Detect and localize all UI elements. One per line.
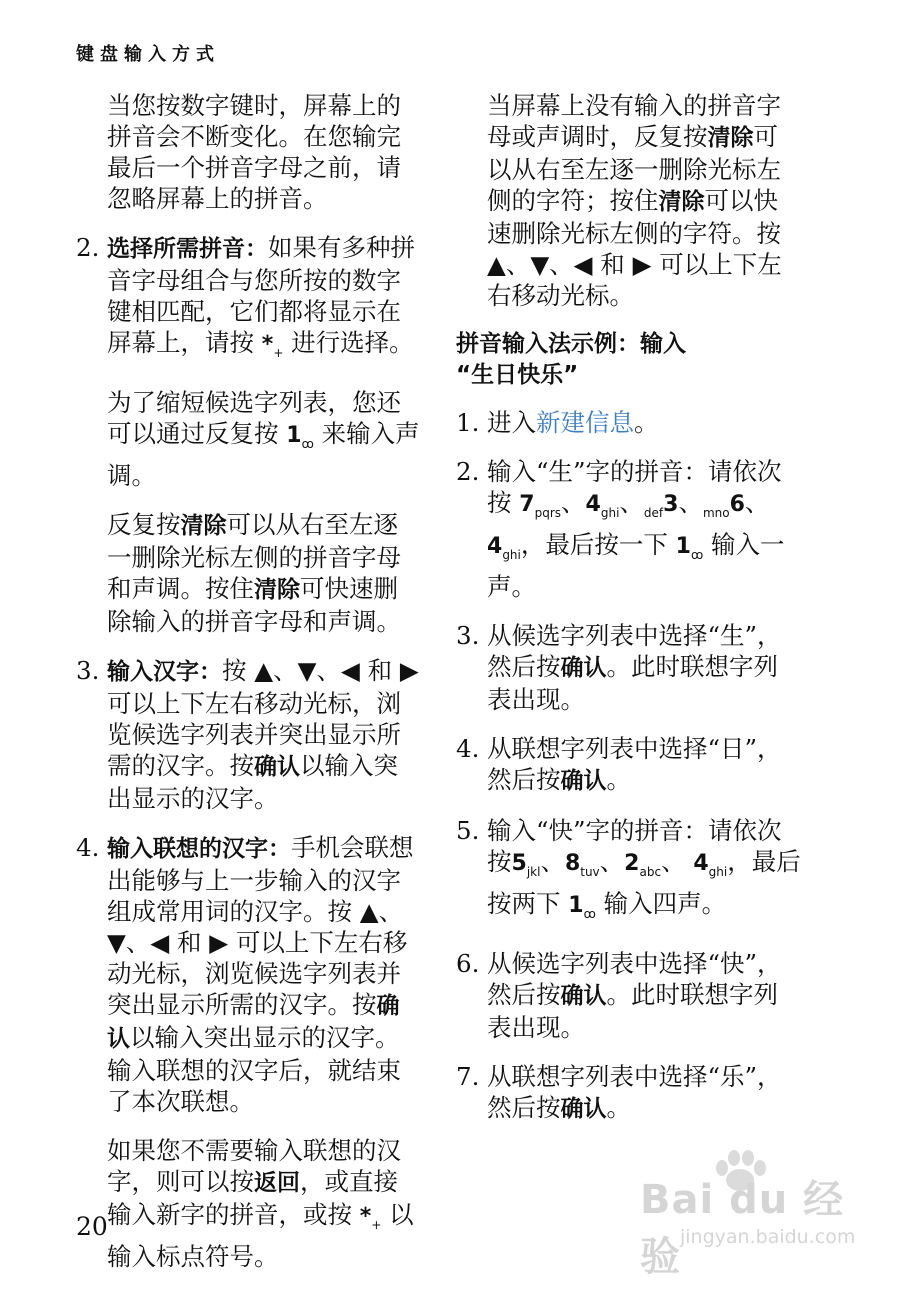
- baidu-watermark: [640, 1150, 880, 1280]
- item-text: 如果有多种拼音字母组合与您所按的数字键相匹配，它们都将显示在屏幕上，请按: [107, 233, 415, 357]
- item-number: 5.: [456, 816, 480, 845]
- page-number: 20: [76, 1212, 108, 1241]
- six-key-icon: $_{mno}$6: [702, 492, 745, 520]
- two-key-icon: $2_{abc}$: [624, 851, 662, 879]
- item-number: 6.: [456, 949, 480, 978]
- item-number: 4.: [76, 833, 100, 862]
- left-column: [76, 90, 421, 1290]
- new-message-link[interactable]: 新建信息: [536, 408, 634, 437]
- star-key-icon: $*_+$: [359, 1204, 382, 1232]
- right-column: [456, 90, 801, 1143]
- list-item: 1. 进入新建信息。: [456, 408, 659, 437]
- four-key-icon: $4_{ghi}$: [585, 492, 620, 520]
- back-key-label: 返回: [254, 1170, 300, 1196]
- item-number: 4.: [456, 734, 480, 763]
- confirm-key-label: 确认: [560, 768, 607, 794]
- item-text: 手机会联想出能够与上一步输入的汉字组成常用词的汉字。按 ▲、▼、◀ 和 ▶ 可以上下左右移动光标，浏览候选字列表并突出显示所需的汉字。按: [107, 833, 414, 1019]
- star-key-icon: $*_+$: [261, 332, 284, 360]
- item-title: 输入联想的汉字：: [107, 836, 291, 862]
- watermark-logo-text: Bai du 经验: [640, 1177, 845, 1280]
- clear-paragraph: 反复按清除可以从右至左逐一删除光标左侧的拼音字母和声调。按住清除可快速删除输入的拼音字母和声调。: [107, 510, 401, 636]
- four-key-icon: $4_{ghi}$: [487, 534, 521, 562]
- confirm-key-label: 确认: [254, 754, 300, 780]
- item-number: 7.: [456, 1062, 480, 1091]
- one-key-icon: $1_ꝏ$: [286, 423, 314, 451]
- list-item: 4. 从联想字列表中选择“日”，然后按确认。: [456, 734, 782, 794]
- item-title: 输入汉字：: [107, 659, 222, 685]
- item-title: 选择所需拼音：: [107, 236, 268, 262]
- item-number: 1.: [456, 408, 480, 437]
- item-text: 按 ▲、▼、◀ 和 ▶ 可以上下左右移动光标，浏览候选字列表并突出显示所需的汉字。按: [107, 656, 419, 780]
- list-item: 3. 输入汉字：按 ▲、▼、◀ 和 ▶ 可以上下左右移动光标，浏览候选字列表并突出显示所需的汉字。按确认以输入突出显示的汉字。: [76, 656, 419, 813]
- confirm-key-label: 确认: [560, 655, 607, 681]
- intro-paragraph: 当您按数字键时，屏幕上的拼音会不断变化。在您输完最后一个拼音字母之前，请忽略屏幕上的拼音。: [107, 91, 401, 213]
- clear-key-label: 清除: [180, 513, 227, 539]
- clear-key-label: 清除: [254, 577, 300, 603]
- list-item: 3. 从候选字列表中选择“生”，然后按确认。此时联想字列表出现。: [456, 621, 782, 714]
- clear-key-label: 清除: [707, 125, 754, 151]
- clear-key-label: 清除: [658, 189, 705, 215]
- item-number: 2.: [456, 457, 480, 486]
- list-item: 6. 从候选字列表中选择“快”，然后按确认。此时联想字列表出现。: [456, 949, 782, 1042]
- list-item: 4. 输入联想的汉字：手机会联想出能够与上一步输入的汉字组成常用词的汉字。按 ▲、▼、◀ 和 ▶ 可以上下左右移动光标，浏览候选字列表并突出显示所需的汉字。按确认以输入突出显示的汉字。输入联想的汉字后，就结束了本次联想。: [76, 833, 414, 1116]
- seven-key-icon: $7_{pqrs}$: [519, 492, 562, 520]
- three-key-icon: $_{def}$3: [643, 492, 679, 520]
- item-number: 3.: [456, 621, 480, 650]
- item-number: 2.: [76, 233, 100, 262]
- tone-paragraph: 为了缩短候选字列表，您还可以通过反复按 $1_ꝏ$ 来输入声调。: [107, 388, 420, 490]
- list-item: 2. 输入“生”字的拼音：请依次按 $7_{pqrs}$、$4_{ghi}$、$_{def}$3、$_{mno}$6、$4_{ghi}$，最后按一下 $1_ꝏ$ 输入一声。: [456, 457, 785, 601]
- running-header: 键盘输入方式: [76, 44, 220, 65]
- one-key-icon: $1_ꝏ$: [568, 893, 596, 921]
- list-item: 7. 从联想字列表中选择“乐”，然后按确认。: [456, 1062, 782, 1122]
- item-tail: 进行选择。: [291, 328, 414, 357]
- one-key-icon: $1_ꝏ$: [675, 534, 704, 562]
- four-key-icon: $4_{ghi}$: [693, 851, 728, 879]
- confirm-key-label: 确认: [560, 1096, 607, 1122]
- example-heading: 拼音输入法示例：输入 “生日快乐”: [456, 331, 686, 388]
- clear-chars-paragraph: 当屏幕上没有输入的拼音字母或声调时，反复按清除可以从右至左逐一删除光标左侧的字符；按住清除可以快速删除光标左侧的字符。按 ▲、▼、◀ 和 ▶ 可以上下左右移动光标。: [487, 91, 782, 310]
- confirm-key-label: 确认: [560, 983, 607, 1009]
- item-number: 3.: [76, 656, 100, 685]
- list-item: [76, 232, 421, 369]
- list-item: 5. 输入“快”字的拼音：请依次按$5_{jkl}$、$8_{tuv}$、$2_{abc}$、 $4_{ghi}$，最后按两下 $1_ꝏ$ 输入四声。: [456, 816, 801, 921]
- confirm-key-label: 确认: [107, 993, 400, 1052]
- watermark-url: jingyan.baidu.com: [680, 1226, 856, 1248]
- eight-key-icon: $8_{tuv}$: [564, 851, 600, 879]
- punctuation-paragraph: 如果您不需要输入联想的汉字，则可以按返回，或直接输入新字的拼音，或按 $*_+$ 以输入标点符号。: [107, 1136, 414, 1271]
- five-key-icon: $5_{jkl}$: [511, 851, 541, 879]
